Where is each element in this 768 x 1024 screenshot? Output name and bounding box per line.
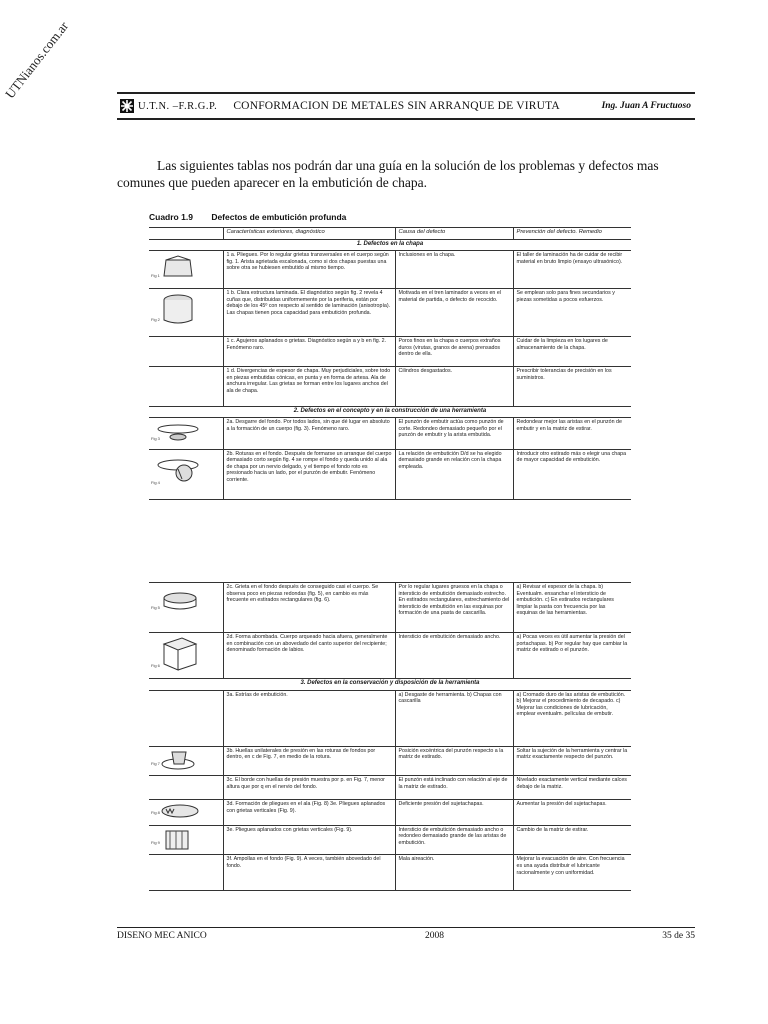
row-cause: Poros finos en la chapa o cuerpos extraños duros (virutas, granos de arena) prensados dentro de ella. bbox=[395, 337, 513, 367]
row-desc: 2c. Grieta en el fondo después de conseguido casi el cuerpo. Se observa poco en piezas redondas (fig. 5), en cambio es más frecuente en estirados rectangulares (fig. 6). bbox=[223, 583, 395, 633]
section-heading-1: 1. Defectos en la chapa bbox=[149, 240, 631, 251]
defects-table-part2 bbox=[149, 582, 631, 891]
row-remedy: Cuidar de la limpieza en los lugares de almacenamiento de la chapa. bbox=[513, 337, 631, 367]
table-row bbox=[149, 825, 631, 855]
fig-label: Fig 4 bbox=[151, 479, 160, 485]
section-heading-3: 3. Defectos en la conservación y disposición de la herramienta bbox=[149, 678, 631, 690]
header-author: Ing. Juan A Fructuoso bbox=[601, 101, 691, 111]
row-remedy: a) Pocas veces es útil aumentar la presión del portachapas. b) Por regular hay que cambiar la matriz de estirado o el punzón. bbox=[513, 633, 631, 679]
row-remedy: Se emplean solo para fines secundarios y piezas sometidas a pocos esfuerzos. bbox=[513, 289, 631, 337]
table-row bbox=[149, 337, 631, 367]
row-desc: 1 d. Divergencias de espesor de chapa. Muy perjudiciales, sobre todo en piezas embutidas cónicas, en punta y en forma de artesa. Ala de anchura irregular. Las grietas se forman entre los lugares anchos del ala de chapa. bbox=[223, 367, 395, 407]
fig-label: Fig 3 bbox=[151, 436, 160, 441]
row-cause: Deficiente presión del sujetachapas. bbox=[395, 800, 513, 826]
utn-logo-icon bbox=[120, 99, 134, 113]
header-title: CONFORMACION DE METALES SIN ARRANQUE DE VIRUTA bbox=[233, 100, 560, 112]
row-remedy: Cambio de la matriz de estirar. bbox=[513, 825, 631, 855]
row-cause: Inclusiones en la chapa. bbox=[395, 251, 513, 289]
row-cause: El punzón está inclinado con relación al eje de la matriz de estirado. bbox=[395, 776, 513, 800]
cuadro-name: Defectos de embutición profunda bbox=[211, 212, 347, 222]
watermark: UTNianos.com.ar bbox=[2, 18, 72, 102]
table-row bbox=[149, 289, 631, 337]
row-cause: Intersticio de embutición demasiado ancho. bbox=[395, 633, 513, 679]
table-row bbox=[149, 633, 631, 679]
row-cause: Mala aireación. bbox=[395, 855, 513, 891]
table-row bbox=[149, 800, 631, 826]
row-desc: 3d. Formación de pliegues en el ala (Fig. 8) 3e. Pliegues aplanados con grietas verticales (Fig. 9). bbox=[223, 800, 395, 826]
row-cause: a) Desgaste de herramienta. b) Chapas con cascarilla bbox=[395, 690, 513, 746]
table-row bbox=[149, 855, 631, 891]
row-remedy: Prescribir tolerancias de precisión en los suministros. bbox=[513, 367, 631, 407]
table-row bbox=[149, 367, 631, 407]
eccentric-punch-figure-icon bbox=[152, 748, 202, 772]
row-cause: El punzón de embutir actúa como punzón de corte. Redondeo demasiado pequeño por el punzón de embutir y la arista embutida. bbox=[395, 418, 513, 450]
footer-year: 2008 bbox=[425, 931, 444, 941]
row-desc: 3c. El borde con huellas de presión muestra por p. en Fig. 7, menor altura que por q en el nervio del fondo. bbox=[223, 776, 395, 800]
row-cause: Motivada en el tren laminador a veces en el material de partida, o defecto de recocido. bbox=[395, 289, 513, 337]
footer-left: DISENO MEC ANICO bbox=[117, 931, 207, 941]
row-remedy: Nivelado exactamente vertical mediante calces debajo de la matriz. bbox=[513, 776, 631, 800]
row-desc: 1 c. Agujeros aplanados o grietas. Diagnóstico según a y b en fig. 2. Fenómeno raro. bbox=[223, 337, 395, 367]
cracked-bottom-figure-icon bbox=[152, 584, 202, 618]
table-row bbox=[149, 746, 631, 776]
table-row bbox=[149, 418, 631, 450]
row-desc: 3a. Estrías de embutición. bbox=[223, 690, 395, 746]
row-cause: Posición excéntrica del punzón respecto a la matriz de estirado. bbox=[395, 746, 513, 776]
row-remedy: Mejorar la evacuación de aire. Con frecuencia es una ayuda distribuir el lubricante racionalmente y con uniformidad. bbox=[513, 855, 631, 891]
row-desc: 3e. Pliegues aplanados con grietas verticales (Fig. 9). bbox=[223, 825, 395, 855]
row-desc: 2b. Roturas en el fondo. Después de formarse un arranque del cuerpo demasiado corto según fig. 4 se rompe el fondo y queda unido al ala de chapa por un nervio delgado, y el tiempo el fondo roto es presionado hacia un lado, por el punzón de embutir. Fenómeno corriente. bbox=[223, 449, 395, 499]
fig-label: Fig 9 bbox=[151, 839, 160, 845]
row-desc: 2a. Desgarre del fondo. Por todos lados, sin que dé lugar en absoluto a la formación de un cuerpo (fig. 3). Fenómeno raro. bbox=[223, 418, 395, 450]
row-remedy: a) Revisar el espesor de la chapa. b) Eventualm. ensanchar el intersticio de embutición. c) En estirados rectangulares limpiar la pasta con frecuencia por las esquinas de las herramientas. bbox=[513, 583, 631, 633]
section-heading-2: 2. Defectos en el concepto y en la construcción de una herramienta bbox=[149, 407, 631, 418]
col-header-prevention: Prevención del defecto. Remedio bbox=[513, 228, 631, 240]
row-cause: La relación de embutición D/d se ha elegido demasiado grande en relación con la chapa empleada. bbox=[395, 449, 513, 499]
cuadro-number: Cuadro 1.9 bbox=[149, 212, 193, 222]
fig-label: Fig 1 bbox=[151, 273, 160, 278]
table-row bbox=[149, 583, 631, 633]
row-desc: 1 b. Clara estructura laminada. El diagnóstico según fig. 2 revela 4 cuñas que, distribuidas uniformemente por la periferia, están por debajo de los 45º con respecto al sentido de laminación (anisotropía). Las chapas tienen poca capacidad para embutición profunda. bbox=[223, 289, 395, 337]
col-header-characteristics: Características exteriores, diagnóstico bbox=[223, 228, 395, 240]
page-footer bbox=[117, 927, 695, 941]
row-desc: 3b. Huellas unilaterales de presión en las roturas de fondos por dentro, en c de Fig. 7, en medio de la rotura. bbox=[223, 746, 395, 776]
row-desc: 3f. Ampollas en el fondo (Fig. 9). A veces, también abovedado del fondo. bbox=[223, 855, 395, 891]
row-remedy: Redondear mejor las aristas en el punzón de embutir y en la matriz de estirar. bbox=[513, 418, 631, 450]
row-remedy: Soltar la sujeción de la herramienta y centrar la matriz exactamente respecto del punzón. bbox=[513, 746, 631, 776]
page-header bbox=[117, 92, 695, 120]
table-row bbox=[149, 251, 631, 289]
cuadro-title bbox=[149, 212, 649, 222]
row-desc: 2d. Forma abombada. Cuerpo arqueado hacia afuera, generalmente en combinación con un abovedado del canto superior del recipiente; denominado formación de labios. bbox=[223, 633, 395, 679]
row-cause: Cilindros desgastados. bbox=[395, 367, 513, 407]
defects-table-part1 bbox=[149, 227, 631, 500]
table-row bbox=[149, 690, 631, 746]
row-remedy: El taller de laminación ha de cuidar de recibir material en bruto limpio (ensayo ultrasónico). bbox=[513, 251, 631, 289]
intro-paragraph: Las siguientes tablas nos podrán dar una guía en la solución de los problemas y defectos mas comunes que pueden aparecer en la embutición de chapa. bbox=[117, 158, 659, 190]
row-desc: 1 a. Pliegues. Por lo regular grietas transversales en el cuerpo según fig. 1. Arista agrietada escalonada, como si dos chapas puestas una sobre otra se hubiesen embutido al mismo tiempo. bbox=[223, 251, 395, 289]
row-cause: Intersticio de embutición demasiado ancho o redondeo demasiado grande de las aristas de embutición. bbox=[395, 825, 513, 855]
flattened-fold-figure-icon bbox=[152, 827, 202, 851]
row-remedy: Aumentar la presión del sujetachapas. bbox=[513, 800, 631, 826]
row-cause: Por lo regular lugares gruesos en la chapa o intersticio de embutición demasiado estrecho. En estirados rectangulares, estrechamiento del intersticio de embutición en las esquinas por formación de una pasta de cascarilla. bbox=[395, 583, 513, 633]
fig-label: Fig 8 bbox=[151, 810, 160, 816]
fig-label: Fig 6 bbox=[151, 663, 160, 668]
col-header-cause: Causa del defecto bbox=[395, 228, 513, 240]
row-remedy: Introducir otro estirado más o elegir una chapa de mayor capacidad de embutición. bbox=[513, 449, 631, 499]
fig-label: Fig 5 bbox=[151, 605, 160, 610]
fig-label: Fig 7 bbox=[151, 760, 160, 766]
header-institution: U.T.N. –F.R.G.P. bbox=[138, 100, 218, 112]
row-remedy: a) Cromado duro de las aristas de embutición. b) Mejorar el procedimiento de decapado. c) Mejorar las condiciones de lubricación, emplear eventualm. películas de embutir. bbox=[513, 690, 631, 746]
table-row bbox=[149, 776, 631, 800]
table-row bbox=[149, 449, 631, 499]
fig-label: Fig 2 bbox=[151, 317, 160, 322]
footer-page-number: 35 de 35 bbox=[662, 931, 695, 941]
